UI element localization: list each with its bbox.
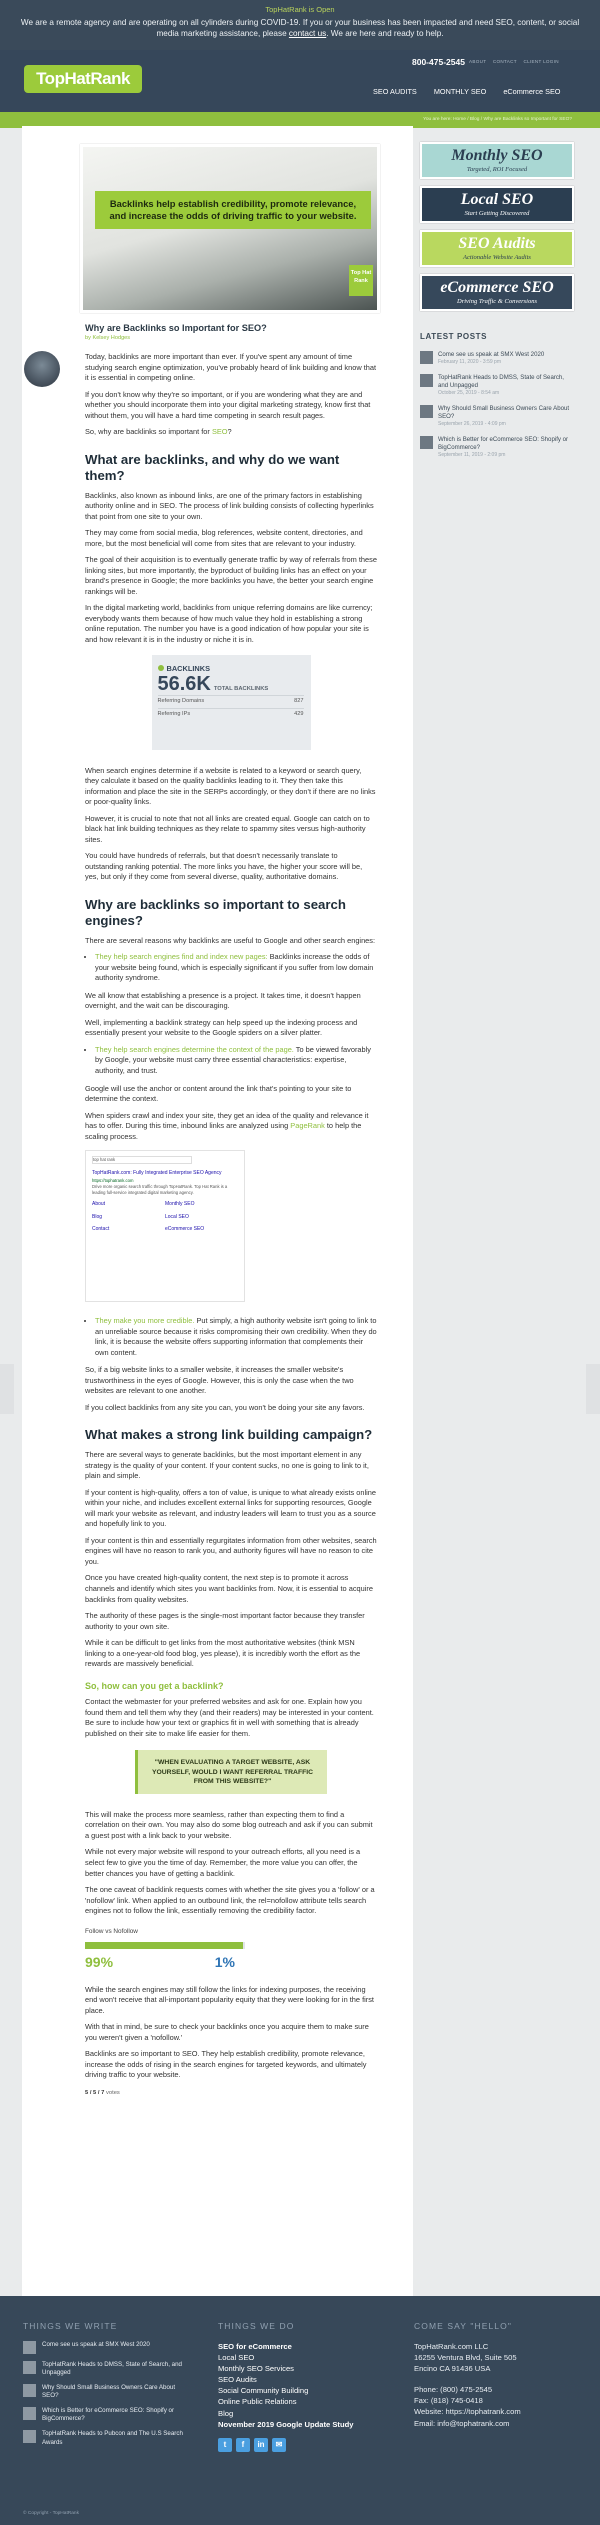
paragraph: With that in mind, be sure to check your backlinks once you acquire them to make sure you weren't given a 'nofollow.'	[85, 2022, 369, 2042]
latest-posts-heading: LATEST POSTS	[420, 332, 488, 341]
paragraph: The authority of these pages is the single-most important factor because they transfer authority to your own site.	[85, 1611, 365, 1631]
footer-link[interactable]: SEO for eCommerce	[218, 2342, 292, 2352]
social-icons	[218, 2438, 353, 2452]
section-heading: What are backlinks, and why do we want them?	[85, 451, 340, 483]
prev-post-arrow[interactable]	[0, 1364, 14, 1414]
facebook-icon[interactable]: f	[236, 2438, 250, 2452]
post-thumbnail	[420, 405, 433, 418]
reason-list	[95, 1045, 377, 1077]
post-thumbnail	[420, 374, 433, 387]
paragraph: They may come from social media, blog references, website content, directories, and more, but the most beneficial will come from sites that are relevant to your industry.	[85, 528, 363, 548]
stat-row: Referring IPs 429	[158, 708, 304, 721]
breadcrumb: You are here: Home / Blog / Why are Backlinks so Important for SEO?	[0, 112, 600, 128]
paragraph: While the search engines may still follow the links for indexing purposes, the receiving end won't receive that all-important popularity equity that they were looking for in the first place.	[85, 1984, 374, 2015]
footer-post[interactable]: Why Should Small Business Owners Care About SEO?	[23, 2384, 183, 2400]
paragraph: The goal of their acquisition is to eventually generate traffic by way of referrals from these linking sites, but more importantly, the byproduct of building links has an effect on your brand's presence in Google; the more backlinks you have, the better your search engine rankings will be.	[85, 555, 377, 596]
nofollow-percent: 1%	[214, 1953, 235, 1970]
latest-post[interactable]: Come see us speak at SMX West 2020 February 11, 2020 - 3:59 pm	[420, 351, 574, 366]
follow-bar-fill	[85, 1942, 243, 1949]
footer-link[interactable]: November 2019 Google Update Study	[218, 2419, 354, 2429]
paragraph: You could have hundreds of referrals, but that doesn't necessarily translate to outstanding ranking potential. The more links you have, the higher your score will be, yes, but only if they come from several diverse, quality, authoritative domains.	[85, 851, 363, 882]
article-content	[22, 126, 413, 2307]
email-icon[interactable]: ✉	[272, 2438, 286, 2452]
paragraph: Well, implementing a backlink strategy can help speed up the indexing process and essentially present your website to the Google spiders on a silver platter.	[85, 1017, 358, 1038]
sitelink: eCommerce SEO	[165, 1226, 205, 1233]
subheading: So, how can you get a backlink?	[85, 1680, 224, 1691]
post-thumbnail	[23, 2407, 36, 2420]
paragraph: While not every major website will respond to your outreach efforts, all you need is a select few to give you the time of day. Remember, the more value you can offer, the better chances you have of getting a backlink.	[85, 1847, 361, 1878]
sitelink: Contact	[92, 1226, 110, 1233]
author-avatar	[24, 351, 60, 387]
latest-post[interactable]: Why Should Small Business Owners Care About SEO? September 26, 2019 - 4:09 pm	[420, 405, 574, 428]
pull-quote: "WHEN EVALUATING A TARGET WEBSITE, ASK YOURSELF, WOULD I WANT REFERRAL TRAFFIC FROM THIS WEBSITE?"	[135, 1750, 327, 1794]
footer-post[interactable]: Come see us speak at SMX West 2020	[23, 2341, 183, 2354]
stat-label: BACKLINKS	[158, 664, 304, 675]
sitelink: About	[92, 1201, 106, 1208]
paragraph: Backlinks, also known as inbound links, are one of the primary factors in establishing authority online and in SEO. The process of link building consists of collecting hyperlinks that point from one site to your own.	[85, 490, 374, 521]
paragraph: Today, backlinks are more important than ever. If you've spent any amount of time studying search engine optimization, you've probably heard of link building and know that it is essential in competing online.	[85, 352, 377, 383]
notice-title: TopHatRank is Open	[265, 5, 335, 14]
serp-url: https://tophatrank.com	[92, 1177, 134, 1183]
paragraph: If you don't know why they're so important, or if you are wondering what they are and whether you should incorporate them into your digital marketing strategy, know first that without them, you will have a hard time competing in search result pages.	[85, 389, 371, 420]
footer-col-posts: THINGS WE WRITE Come see us speak at SMX West 2020 TopHatRank Heads to DMSS, State of Search, and Unpagged Why Should Small Business Owners Care About SEO? Which is Better for eCommerce SEO: Shopify or BigCommerce? TopHatRank Heads to Pubcon and The U.S Search Awards	[23, 2321, 183, 2446]
section-heading: What makes a strong link building campaign?	[85, 1427, 373, 1443]
footer-link[interactable]: Blog	[218, 2408, 234, 2418]
footer-email[interactable]: Email: info@tophatrank.com	[414, 2418, 510, 2428]
paragraph: There are several reasons why backlinks are useful to Google and other search engines:	[85, 935, 376, 945]
stat-total: 56.6K TOTAL BACKLINKS	[157, 673, 269, 696]
latest-post[interactable]: Which is Better for eCommerce SEO: Shopify or BigCommerce? September 11, 2019 - 2:09 pm	[420, 436, 574, 459]
footer-col-contact: COME SAY "HELLO" TopHatRank.com LLC 16255 Ventura Blvd, Suite 505 Encino CA 91436 USA Phone: (800) 475-2545 Fax: (818) 745-0418 Website: https://tophatrank.com Email: info@tophatrank.com	[414, 2321, 521, 2428]
paragraph: We all know that establishing a presence is a project. It takes time, it doesn't happen overnight, and the wait can be discouraging.	[85, 990, 361, 1011]
ad-monthly-seo[interactable]: Monthly SEO Targeted, ROI Focused	[420, 142, 574, 179]
post-thumbnail	[23, 2361, 36, 2374]
seo-link[interactable]: SEO	[211, 427, 228, 437]
serp-screenshot	[85, 1150, 245, 1302]
graphic-label: Follow vs Nofollow	[85, 1927, 138, 1935]
paragraph: If your content is thin and essentially regurgitates information from other websites, search engines will have no reason to rank you, and authority figures will have no reason to cite you.	[85, 1535, 377, 1566]
footer-link[interactable]: Online Public Relations	[218, 2397, 297, 2407]
paragraph: Contact the webmaster for your preferred websites and ask for one. Explain how you found them and tell them why they (and their readers) may be interested in your content. Be sure to include how your text or graphics fit in well with something that is already published on their site to make life easier for them.	[85, 1697, 374, 1738]
paragraph: So, if a big website links to a smaller website, it increases the smaller website's trustworthiness in the eyes of Google. However, this is only the case when the two websites are relevant to one another.	[85, 1365, 354, 1396]
covid-notice-bar	[0, 0, 600, 50]
hero-caption: Backlinks help establish credibility, promote relevance, and increase the odds of driving traffic to your website.	[95, 191, 371, 229]
notice-message: We are a remote agency and are operating on all cylinders during COVID-19. If you or your business has been impacted and need SEO, content, or social media marketing assistance, please contact us. We are here and ready to help.	[20, 17, 580, 38]
serp-title: TopHatRank.com: Fully Integrated Enterprise SEO Agency	[92, 1170, 222, 1177]
contact-link[interactable]: CONTACT	[492, 59, 517, 64]
about-link[interactable]: ABOUT	[469, 59, 487, 64]
paragraph: If your content is high-quality, offers a ton of value, is unique to what already exists online within your niche, and includes excellent external links for supporting resources, Google will mark your website as relevant, and industry leaders will learn to trust you as a source and hopefully link to you.	[85, 1487, 377, 1529]
paragraph: There are several ways to generate backlinks, but the most important element in any strategy is the quality of your content. If your content sucks, no one is going to link to it, plain and simple.	[85, 1450, 369, 1481]
paragraph: Google will use the anchor or content around the link that's pointing to your site to determine the context.	[85, 1083, 352, 1104]
tophat-badge: Top Hat Rank	[349, 265, 373, 296]
footer-phone[interactable]: Phone: (800) 475-2545	[414, 2385, 493, 2395]
phone-number[interactable]: 800-475-2545	[412, 57, 465, 67]
copyright: © Copyright - TopHatRank	[23, 2511, 79, 2517]
site-logo[interactable]: TopHatRank	[24, 65, 142, 93]
footer-post[interactable]: Which is Better for eCommerce SEO: Shopify or BigCommerce?	[23, 2407, 183, 2423]
site-header	[0, 50, 600, 112]
city-address: Encino CA 91436 USA	[414, 2364, 491, 2374]
post-title: Why are Backlinks so Important for SEO?	[85, 323, 267, 333]
latest-post[interactable]: TopHatRank Heads to DMSS, State of Search, and Unpagged October 25, 2019 - 8:54 am	[420, 374, 574, 397]
street-address: 16255 Ventura Blvd, Suite 505	[414, 2353, 517, 2363]
list-item: • They make you more credible. Put simply, a high authority website isn't going to link to an unreliable source because it risks compromising their own credibility. When they do link, it is because the website offers supporting information that complements their own content.	[95, 1316, 377, 1358]
search-box: top hat rank	[92, 1156, 192, 1164]
paragraph: So, why are backlinks so important for SEO?	[85, 427, 232, 437]
ad-local-seo[interactable]: Local SEO Start Getting Discovered	[420, 186, 574, 223]
footer-website[interactable]: Website: https://tophatrank.com	[414, 2407, 521, 2417]
footer-link[interactable]: SEO Audits	[218, 2375, 257, 2385]
reason-list	[95, 952, 377, 984]
footer-post[interactable]: TopHatRank Heads to Pubcon and The U.S Search Awards	[23, 2430, 183, 2446]
main-nav	[373, 87, 576, 97]
paragraph: Backlinks are so important to SEO. They help establish credibility, promote relevance, increase the odds of rising in the search engines for targeted keywords, and ultimately driving traffic to your website.	[85, 2049, 367, 2080]
serp-sitelinks	[92, 1201, 238, 1209]
next-post-arrow[interactable]	[586, 1364, 600, 1414]
footer-link[interactable]: Social Community Building	[218, 2386, 309, 2396]
ad-ecommerce-seo[interactable]: eCommerce SEO Driving Traffic & Conversions	[420, 274, 574, 311]
sitelink: Local SEO	[165, 1213, 189, 1220]
paragraph: In the digital marketing world, backlinks from unique referring domains are like currency; everybody wants them because of how much value they hold in establishing a strong online reputation. The number you have is a good indication of how popular your site is and how relevant it is in the industry or niche it is in.	[85, 603, 373, 644]
sitelink: Blog	[92, 1213, 103, 1220]
sitelink: Monthly SEO	[165, 1201, 195, 1208]
footer-link[interactable]: Local SEO	[218, 2353, 255, 2363]
stat-row: Referring Domains 827	[158, 695, 304, 708]
reason-list	[95, 1316, 377, 1358]
paragraph: When search engines determine if a website is related to a keyword or search query, they calculate it based on the quality backlinks leading to it. They then take this information and place the site in the SERPs accordingly, or they don't if there are no links or poor-quality links.	[85, 765, 376, 807]
paragraph: When spiders crawl and index your site, they get an idea of the quality and relevance it has to offer. During this time, inbound links are analyzed using PageRank to help the scaling process.	[85, 1110, 369, 1141]
list-item: • They help search engines determine the context of the page. To be viewed favorably by Google, your website must carry three essential characteristics: expertise, authority, and trust.	[95, 1045, 377, 1077]
list-item: • They help search engines find and index new pages: Backlinks increase the odds of your website being found, which is especially significant if you suffer from low domain authority syndrome.	[95, 952, 377, 984]
section-heading: Why are backlinks so important to search engines?	[85, 896, 346, 928]
nav-monthly-seo[interactable]: MONTHLY SEO	[433, 87, 487, 96]
post-thumbnail	[23, 2384, 36, 2397]
post-thumbnail	[23, 2430, 36, 2443]
client-login-link[interactable]: CLIENT LOGIN	[523, 59, 559, 64]
follow-percent: 99%	[85, 1953, 114, 1970]
twitter-icon[interactable]: t	[218, 2438, 232, 2452]
serp-description: Drive more organic search traffic through TopHatRank. Top Hat Rank is a leading full-service integrated digital marketing agency.	[92, 1183, 228, 1196]
nav-seo-audits[interactable]: SEO AUDITS	[373, 87, 417, 96]
paragraph: Once you have created high-quality content, the next step is to promote it across channels and identify which sites you want backlinks from. Now, it is essential to acquire backlinks from quality websites.	[85, 1573, 373, 1604]
paragraph: The one caveat of backlink requests comes with whether the site gives you a 'follow' or a 'nofollow' link. When applied to an outbound link, the rel=nofollow attribute tells search engines not to follow the link, essentially removing the credibility factor.	[85, 1885, 375, 1916]
utility-links	[469, 59, 564, 66]
follow-bar	[85, 1942, 245, 1949]
post-author[interactable]: by Kelsey Hodges	[85, 335, 131, 342]
contact-us-link[interactable]: contact us	[288, 28, 327, 38]
post-thumbnail	[420, 351, 433, 364]
rating-stars[interactable]: 5 / 5 / 7 votes	[85, 2089, 120, 2096]
footer-fax: Fax: (818) 745-0418	[414, 2396, 483, 2406]
post-thumbnail	[420, 436, 433, 449]
green-dot-icon	[158, 665, 164, 671]
site-footer	[0, 2296, 600, 2525]
post-thumbnail	[23, 2341, 36, 2354]
nav-ecommerce-seo[interactable]: eCommerce SEO	[503, 87, 561, 96]
paragraph: While it can be difficult to get links from the most authoritative websites (think MSN linking to a one-year-old food blog, yes please), it is incredibly worth the effort as the rewards are massively beneficial.	[85, 1638, 361, 1669]
paragraph: This will make the process more seamless, rather than expecting them to find a correlation on their own. You may also do some blog outreach and ask if you can submit a guest post with a link back to your website.	[85, 1809, 373, 1840]
hero-image	[80, 144, 380, 313]
footer-link[interactable]: Monthly SEO Services	[218, 2364, 294, 2374]
follow-nofollow-graphic	[85, 1927, 245, 1973]
paragraph: However, it is crucial to note that not all links are created equal. Google can catch on to black hat link building techniques as they relate to spammy sites versus high-authority sites.	[85, 813, 370, 844]
backlinks-stat-card	[152, 655, 311, 750]
paragraph: If you collect backlinks from any site you can, you won't be doing your site any favors.	[85, 1402, 365, 1412]
footer-post[interactable]: TopHatRank Heads to DMSS, State of Search, and Unpagged	[23, 2361, 183, 2377]
sidebar	[420, 142, 574, 467]
linkedin-icon[interactable]: in	[254, 2438, 268, 2452]
footer-col-services: THINGS WE DO SEO for eCommerce Local SEO Monthly SEO Services SEO Audits Social Community Building Online Public Relations Blog November 2019 Google Update Study t f in ✉	[218, 2320, 353, 2452]
pagerank-link[interactable]: PageRank	[290, 1121, 325, 1131]
ad-seo-audits[interactable]: SEO Audits Actionable Website Audits	[420, 230, 574, 267]
company-name: TopHatRank.com LLC	[414, 2342, 489, 2352]
